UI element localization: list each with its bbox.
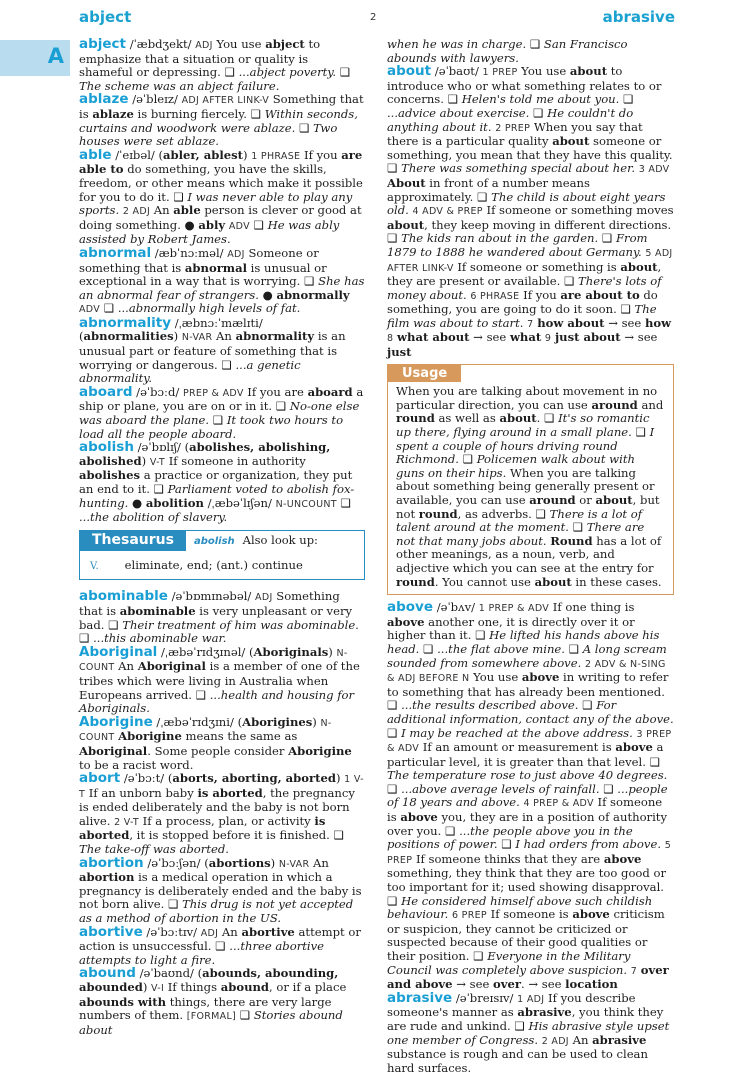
usage-title: Usage [388, 365, 461, 383]
dictionary-entry: when he was in charge. ❑ San Francisco abounds with lawyers. [387, 37, 628, 65]
dictionary-entry: abolish /əˈbɒlɪʃ/ (abolishes, abolishing, abolished) V-T If someone in authority abolishes a practice or organization, they put an end to it. ❑ Parliament voted to abolish fox-hunting. ● abolition /ˌæbəˈlɪʃən/ N-UNCOUNT ❑ ...the abolition of slavery. [79, 439, 355, 525]
entries-group [387, 38, 674, 360]
thesaurus-title: Thesaurus [80, 531, 186, 552]
dictionary-entry: abortion /əˈbɔːʃən/ (abortions) N-VAR An abortion is a medical operation in which a pregnancy is deliberately ended and the baby is not born alive. ❑ This drug is not yet accepted as a method of abortion in the US. [79, 854, 362, 926]
dictionary-entry: abortive /əˈbɔːtɪv/ ADJ An abortive attempt or action is unsuccessful. ❑ ...three abortive attempts to light a fire. [79, 923, 361, 967]
dictionary-entry: abnormality /ˌæbnɔːˈmælɪti/ (abnormalities) N-VAR An abnormality is an unusual part or feature of something that is worrying or dangerous. ❑ ...a genetic abnormality. [79, 314, 346, 386]
page-number: 2 [370, 12, 377, 23]
entries-group [79, 590, 365, 1037]
usage-box [387, 364, 674, 596]
dictionary-entry: abort /əˈbɔːt/ (aborts, aborting, aborted) 1 V-T If an unborn baby is aborted, the pregnancy is ended deliberately and the baby is not born alive. 2 V-T If a process, plan, or activity is aborted, it is stopped before it is finished. ❑ The take-off was aborted. [79, 770, 364, 857]
letter-tab [0, 40, 70, 76]
dictionary-entry: abrasive /əˈbreɪsɪv/ 1 ADJ If you describe someone's manner as abrasive, you think they are rude and unkind. ❑ His abrasive style upset one member of Congress. 2 ADJ An abrasive substance is rough and can be used to clean hard surfaces. [387, 989, 670, 1075]
thesaurus-box [79, 530, 365, 581]
thesaurus-pos: V. [90, 560, 99, 572]
dictionary-entry: abominable /əˈbɒmɪnəbəl/ ADJ Something that is abominable is very unpleasant or very bad. ❑ Their treatment of him was abominable. ❑ ...this abominable war. [79, 588, 359, 646]
running-head-left: abject [79, 8, 132, 26]
column-right [387, 38, 674, 1075]
dictionary-entry: abject /ˈæbdʒekt/ ADJ You use abject to emphasize that a situation or quality is shameful or depressing. ❑ ...abject poverty. ❑ The scheme was an abject failure. [79, 36, 351, 93]
entries-group [387, 601, 674, 1075]
dictionary-entry: Aboriginal /ˌæbəˈrɪdʒɪnəl/ (Aboriginals) N-COUNT An Aboriginal is a member of one of the tribes which were living in Australia when Europeans arrived. ❑ ...health and housing for Aboriginals. [79, 643, 360, 716]
thesaurus-headword: abolish [193, 535, 235, 547]
column-left [79, 38, 365, 1037]
dictionary-entry: aboard /əˈbɔːd/ PREP & ADV If you are aboard a ship or plane, you are on or in it. ❑ No-one else was aboard the plane. ❑ It took two hours to load all the people aboard. [79, 383, 364, 441]
dictionary-entry: abound /əˈbaʊnd/ (abounds, abounding, abounded) V-I If things abound, or if a place abounds with things, there are very large numbers of them. [FORMAL] ❑ Stories abound about [79, 965, 347, 1037]
dictionary-entry: Aborigine /ˌæbəˈrɪdʒɪni/ (Aborigines) N-COUNT Aborigine means the same as Aboriginal. Some people consider Aborigine to be a racist word. [79, 713, 352, 772]
dictionary-entry: able /ˈeɪbəl/ (abler, ablest) 1 PHRASE If you are able to do something, you have the skills, freedom, or other means which make it possible for you to do it. ❑ I was never able to play any sports. 2 ADJ An able person is clever or good at doing something. ● ably ADV ❑ He was ably assisted by Robert James. [79, 146, 363, 247]
thesaurus-synonyms: eliminate, end; (ant.) continue [124, 557, 303, 572]
dictionary-entry: above /əˈbʌv/ 1 PREP & ADV If one thing is above another one, it is directly over it or higher than it. ❑ He lifted his hands above his head. ❑ ...the flat above mine. ❑ A long scream sounded from somewhere above. 2 ADV & N-SING & ADJ BEFORE N You use above in writing to refer to something that has already been mentioned. ❑ ...the results described above. ❑ For additional information, contact any of the above. ❑ I may be reached at the above address. 3 PREP & ADV If an amount or measurement is above a particular level, it is greater than that level. ❑ The temperature rose to just above 40 degrees. ❑ ...above average levels of rainfall. ❑ ...people of 18 years and above. 4 PREP & ADV If someone is above you, they are in a position of authority over you. ❑ ...the people above you in the positions of power. ❑ I had orders from above. 5 PREP If someone thinks that they are above something, they think that they are too good or too important for it; used showing disapproval. ❑ He considered himself above such childish behaviour. 6 PREP If someone is above criticism or suspicion, they cannot be criticized or suspected because of their good qualities or their position. ❑ Everyone in the Military Council was completely above suspicion. 7 over and above → see over. → see location [387, 599, 674, 992]
dictionary-entry: about /əˈbaʊt/ 1 PREP You use about to introduce who or what something relates to or concerns. ❑ Helen's told me about you. ❑ ...advice about exercise. ❑ He couldn't do anything about it. 2 PREP When you say that there is a particular quality about someone or something, you mean that they have this quality. ❑ There was something special about her. 3 ADV About in front of a number means approximately. ❑ The child is about eight years old. 4 ADV & PREP If someone or something moves about, they keep moving in different directions. ❑ The kids ran about in the garden. ❑ From 1879 to 1888 he wandered about Germany. 5 ADJ AFTER LINK-V If someone or something is about, they are present or available. ❑ There's lots of money about. 6 PHRASE If you are about to do something, you are going to do it soon. ❑ The film was about to start. 7 how about → see how 8 what about → see what 9 just about → see just [387, 63, 674, 360]
running-head-right: abrasive [602, 8, 675, 26]
usage-body: When you are talking about movement in no particular direction, you can use around and round as well as about. ❑ It's so romantic up there, flying around in a small plane. ❑ I spent a couple of hours driving round Richmond. ❑ Policemen walk about with guns on their hips. When you are talking about something being generally present or available, you can use around or about, but not round, as adverbs. ❑ There is a lot of talent around at the moment. ❑ There are not that many jobs about. Round has a lot of other meanings, as a noun, verb, and adjective which you can see at the entry for round. You cannot use about in these cases. [396, 384, 664, 589]
dictionary-entry: ablaze /əˈbleɪz/ ADJ AFTER LINK-V Something that is ablaze is burning fiercely. ❑ Within seconds, curtains and woodwork were ablaze. ❑ Two houses were set ablaze. [79, 91, 364, 149]
entries-group [79, 38, 365, 525]
letter-tab-label: A [47, 44, 64, 68]
dictionary-entry: abnormal /æbˈnɔːməl/ ADJ Someone or something that is abnormal is unusual or exceptional in a way that is worrying. ❑ She has an abnormal fear of strangers. ● abnormally ADV ❑ ...abnormally high levels of fat. [79, 244, 365, 316]
thesaurus-also: Also look up: [242, 532, 318, 547]
